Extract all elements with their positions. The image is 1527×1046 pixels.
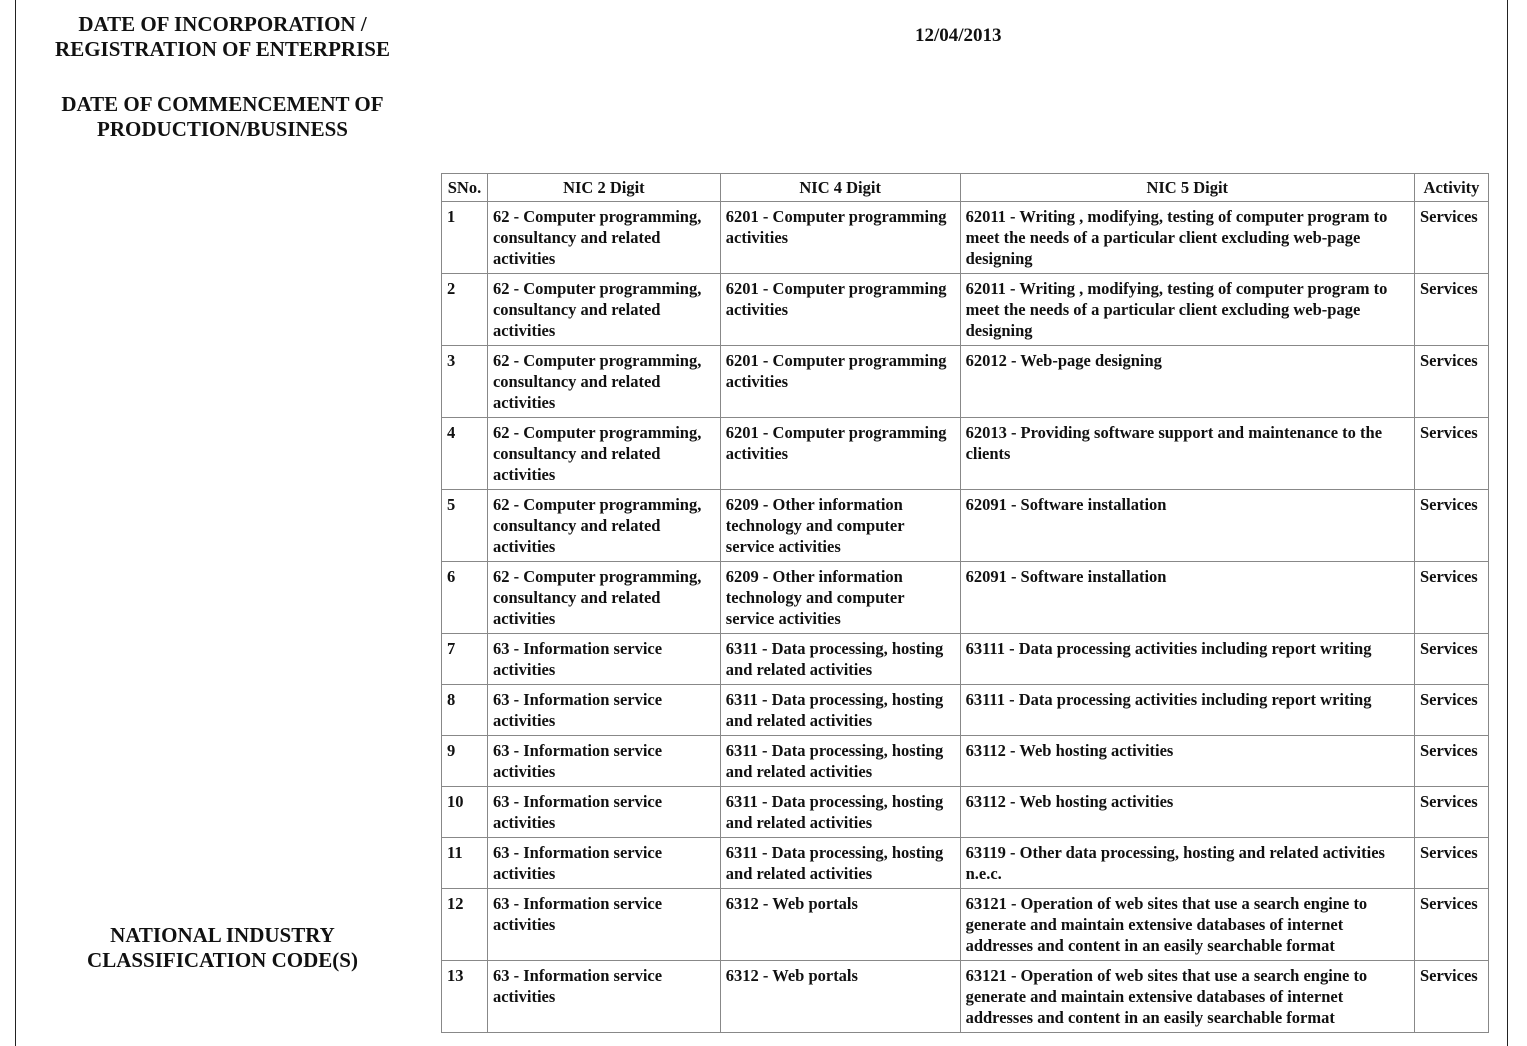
cell-nic2: 63 - Information service activities — [487, 634, 720, 685]
commencement-label-line2: PRODUCTION/BUSINESS — [97, 117, 348, 141]
cell-nic5: 63121 - Operation of web sites that use a search engine to generate and maintain extensive databases of internet addresses and content in an easily searchable format — [960, 889, 1414, 961]
cell-sno: 1 — [442, 202, 488, 274]
cell-nic4: 6209 - Other information technology and computer service activities — [720, 490, 960, 562]
table-row — [442, 274, 1489, 346]
cell-nic5: 63111 - Data processing activities including report writing — [960, 634, 1414, 685]
incorporation-date: 12/04/2013 — [915, 25, 1002, 46]
cell-nic5: 62091 - Software installation — [960, 562, 1414, 634]
cell-nic4: 6201 - Computer programming activities — [720, 274, 960, 346]
table-header-row — [442, 174, 1489, 202]
cell-sno: 12 — [442, 889, 488, 961]
cell-activity: Services — [1414, 202, 1488, 274]
table-row — [442, 736, 1489, 787]
incorporation-label-line1: DATE OF INCORPORATION / — [78, 12, 367, 36]
cell-nic4: 6312 - Web portals — [720, 889, 960, 961]
cell-nic4: 6311 - Data processing, hosting and related activities — [720, 685, 960, 736]
cell-activity: Services — [1414, 418, 1488, 490]
cell-nic2: 63 - Information service activities — [487, 787, 720, 838]
table-row — [442, 202, 1489, 274]
commencement-label-line1: DATE OF COMMENCEMENT OF — [61, 92, 384, 116]
cell-nic2: 62 - Computer programming, consultancy and related activities — [487, 562, 720, 634]
cell-nic5: 62091 - Software installation — [960, 490, 1414, 562]
nic-label — [30, 923, 415, 973]
cell-nic4: 6311 - Data processing, hosting and related activities — [720, 736, 960, 787]
cell-activity: Services — [1414, 346, 1488, 418]
cell-sno: 11 — [442, 838, 488, 889]
cell-nic5: 63112 - Web hosting activities — [960, 787, 1414, 838]
cell-nic4: 6311 - Data processing, hosting and related activities — [720, 838, 960, 889]
cell-activity: Services — [1414, 961, 1488, 1033]
incorporation-label-line2: REGISTRATION OF ENTERPRISE — [55, 37, 390, 61]
table-row — [442, 838, 1489, 889]
table-row — [442, 685, 1489, 736]
cell-nic4: 6311 - Data processing, hosting and related activities — [720, 634, 960, 685]
cell-sno: 5 — [442, 490, 488, 562]
nic-label-line1: NATIONAL INDUSTRY — [110, 923, 335, 947]
table-row — [442, 346, 1489, 418]
cell-nic2: 62 - Computer programming, consultancy and related activities — [487, 202, 720, 274]
cell-activity: Services — [1414, 889, 1488, 961]
cell-nic2: 62 - Computer programming, consultancy and related activities — [487, 274, 720, 346]
table-row — [442, 787, 1489, 838]
cell-sno: 9 — [442, 736, 488, 787]
cell-nic5: 62011 - Writing , modifying, testing of computer program to meet the needs of a particular client excluding web-page designing — [960, 274, 1414, 346]
header-nic4: NIC 4 Digit — [720, 174, 960, 202]
table-row — [442, 634, 1489, 685]
nic-table — [441, 173, 1489, 1033]
cell-activity: Services — [1414, 838, 1488, 889]
cell-activity: Services — [1414, 562, 1488, 634]
cell-activity: Services — [1414, 787, 1488, 838]
cell-activity: Services — [1414, 490, 1488, 562]
cell-nic2: 62 - Computer programming, consultancy and related activities — [487, 490, 720, 562]
header-nic5: NIC 5 Digit — [960, 174, 1414, 202]
cell-nic4: 6209 - Other information technology and computer service activities — [720, 562, 960, 634]
cell-activity: Services — [1414, 634, 1488, 685]
header-sno: SNo. — [442, 174, 488, 202]
table-row — [442, 961, 1489, 1033]
cell-sno: 3 — [442, 346, 488, 418]
cell-nic4: 6311 - Data processing, hosting and related activities — [720, 787, 960, 838]
cell-nic4: 6201 - Computer programming activities — [720, 418, 960, 490]
incorporation-label — [30, 12, 415, 62]
cell-nic2: 63 - Information service activities — [487, 685, 720, 736]
cell-nic2: 63 - Information service activities — [487, 838, 720, 889]
cell-activity: Services — [1414, 736, 1488, 787]
cell-nic5: 62013 - Providing software support and maintenance to the clients — [960, 418, 1414, 490]
cell-nic5: 63119 - Other data processing, hosting and related activities n.e.c. — [960, 838, 1414, 889]
cell-nic5: 62011 - Writing , modifying, testing of computer program to meet the needs of a particular client excluding web-page designing — [960, 202, 1414, 274]
cell-sno: 4 — [442, 418, 488, 490]
cell-activity: Services — [1414, 685, 1488, 736]
cell-nic2: 63 - Information service activities — [487, 736, 720, 787]
table-row — [442, 418, 1489, 490]
cell-nic4: 6201 - Computer programming activities — [720, 202, 960, 274]
cell-sno: 13 — [442, 961, 488, 1033]
cell-nic2: 62 - Computer programming, consultancy and related activities — [487, 418, 720, 490]
cell-sno: 7 — [442, 634, 488, 685]
header-activity: Activity — [1414, 174, 1488, 202]
table-row — [442, 562, 1489, 634]
cell-sno: 8 — [442, 685, 488, 736]
cell-activity: Services — [1414, 274, 1488, 346]
commencement-label — [30, 92, 415, 142]
nic-label-line2: CLASSIFICATION CODE(S) — [87, 948, 358, 972]
table-row — [442, 490, 1489, 562]
cell-nic5: 63111 - Data processing activities including report writing — [960, 685, 1414, 736]
cell-sno: 6 — [442, 562, 488, 634]
cell-nic5: 62012 - Web-page designing — [960, 346, 1414, 418]
cell-nic5: 63121 - Operation of web sites that use a search engine to generate and maintain extensive databases of internet addresses and content in an easily searchable format — [960, 961, 1414, 1033]
cell-nic4: 6201 - Computer programming activities — [720, 346, 960, 418]
cell-nic2: 62 - Computer programming, consultancy and related activities — [487, 346, 720, 418]
cell-nic5: 63112 - Web hosting activities — [960, 736, 1414, 787]
header-nic2: NIC 2 Digit — [487, 174, 720, 202]
cell-nic4: 6312 - Web portals — [720, 961, 960, 1033]
cell-sno: 10 — [442, 787, 488, 838]
table-row — [442, 889, 1489, 961]
cell-sno: 2 — [442, 274, 488, 346]
cell-nic2: 63 - Information service activities — [487, 961, 720, 1033]
cell-nic2: 63 - Information service activities — [487, 889, 720, 961]
